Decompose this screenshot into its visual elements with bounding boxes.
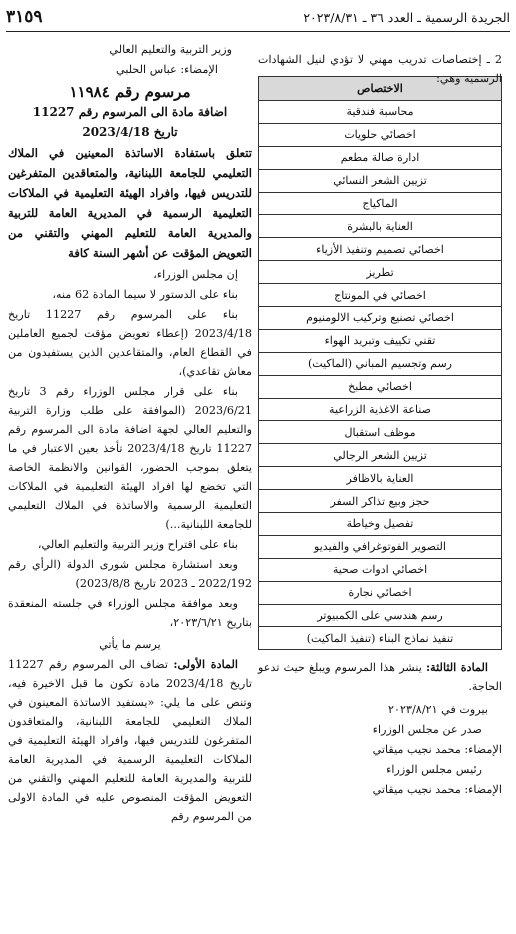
left-column: [8, 40, 252, 827]
sig1-title: صدر عن مجلس الوزراء: [372, 723, 482, 737]
table-row: [259, 604, 502, 627]
table-row: [259, 146, 502, 169]
minister-title: وزير التربية والتعليم العالي: [109, 43, 232, 56]
table-row: [259, 444, 502, 467]
article-1: [8, 655, 252, 826]
specialty-cell: تفصيل وخياطة: [259, 513, 502, 536]
specialty-cell: اخصائي نجارة: [259, 581, 502, 604]
specialty-cell: اخصائي تصميم وتنفيذ الأزياء: [259, 238, 502, 261]
table-header: الاختصاص: [259, 77, 502, 101]
specialty-cell: العناية بالبشرة: [259, 215, 502, 238]
table-row: [259, 352, 502, 375]
minister-sign: الإمضاء: عباس الحلبي: [116, 63, 218, 76]
specialty-cell: محاسبة فندقية: [259, 101, 502, 124]
table-row: [259, 329, 502, 352]
specialty-cell: اخصائي تصنيع وتركيب الالومنيوم: [259, 307, 502, 330]
table-row: [259, 261, 502, 284]
page-number: ٣١٥٩: [6, 7, 43, 27]
decree-topic: تتعلق باستفادة الاساتذة المعينين في الملاك التعليمي للجامعة اللبنانية، والمتعاقدين المتفرغين للتدريس فيها، وافراد الهيئة التعليمية في الملاكات التعليمية الرسمية في المديرية العامة للتربية والمديرية العامة للتعليم المهني والتقني من التعويض المؤقت عن أشهر السنة كافة: [8, 146, 252, 260]
specialty-cell: صناعة الاغذية الزراعية: [259, 398, 502, 421]
table-row: [259, 513, 502, 536]
closing-section: [258, 658, 502, 799]
article-3-text: ينشر هذا المرسوم ويبلغ حيث تدعو الحاجة.: [258, 661, 502, 694]
decree-number: مرسوم رقم ١١٩٨٤: [69, 83, 191, 101]
table-row: [259, 284, 502, 307]
specialty-cell: تزيين الشعر النسائي: [259, 169, 502, 192]
specialty-cell: ادارة صالة مطعم: [259, 146, 502, 169]
specialties-body: [259, 101, 502, 650]
sig2-name: الإمضاء: محمد نجيب ميقاتي: [372, 783, 502, 797]
table-row: [259, 123, 502, 146]
specialty-cell: العناية بالاظافر: [259, 467, 502, 490]
specialty-cell: تطريز: [259, 261, 502, 284]
article-3: [258, 658, 502, 696]
table-row: [259, 101, 502, 124]
table-row: [259, 307, 502, 330]
specialty-cell: الماكياج: [259, 192, 502, 215]
specialty-cell: تزيين الشعر الرجالي: [259, 444, 502, 467]
specialty-cell: اخصائي مطبخ: [259, 375, 502, 398]
specialty-cell: رسم هندسي على الكمبيوتر: [259, 604, 502, 627]
preamble-7: وبعد موافقة مجلس الوزراء في جلسته المنعقدة بتاريخ ٢٠٢٣/٦/٢١،: [8, 597, 252, 629]
article-1-label: المادة الأولى:: [173, 657, 238, 671]
table-row: [259, 238, 502, 261]
table-row: [259, 375, 502, 398]
article-3-label: المادة الثالثة:: [426, 660, 488, 675]
preamble-1: إن مجلس الوزراء،: [153, 268, 238, 281]
specialty-cell: موظف استقبال: [259, 421, 502, 444]
preamble-3: بناء على المرسوم رقم 11227 تاريخ 2023/4/18 (إعطاء تعويض مؤقت لجميع العاملين في القطاع العام، والمتقاعدين الذين يستفيدون من معاش تقاعدي)،: [8, 308, 252, 378]
specialties-intro: 2 ـ إختصاصات تدريب مهني لا تؤدي لنيل الشهادات الرسمية وهي:: [258, 53, 502, 85]
preamble-5: بناء على اقتراح وزير التربية والتعليم العالي،: [37, 538, 238, 551]
specialty-cell: اخصائي ادوات صحية: [259, 558, 502, 581]
table-row: [259, 581, 502, 604]
table-row: [259, 215, 502, 238]
preamble-2: بناء على الدستور لا سيما المادة 62 منه،: [52, 288, 238, 301]
table-row: [259, 421, 502, 444]
table-row: [259, 558, 502, 581]
preamble-4: بناء على قرار مجلس الوزراء رقم 3 تاريخ 2023/6/21 (الموافقة على طلب وزارة التربية والتعليم العالي لجهة اضافة مادة الى المرسوم رقم 11227 تاريخ 2023/4/18 تأخذ بعين الاعتبار في ما يتعلق بموجب الحضور، القوانين والانظمة الخاصة التي تخضع لها افراد الهيئة التعليمية في الملاكات التعليمية الرسمية والاساتذة في الملاك التعليمي للجامعة اللبنانية...): [8, 385, 253, 531]
table-row: [259, 398, 502, 421]
preamble-6: وبعد استشارة مجلس شورى الدولة (الرأي رقم 2022/192 ـ 2023 تاريخ 2023/8/8): [8, 558, 252, 590]
table-row: [259, 627, 502, 650]
decrees-line: يرسم ما يأتي: [99, 638, 161, 651]
table-row: [259, 192, 502, 215]
table-row: [259, 490, 502, 513]
table-row: [259, 535, 502, 558]
sig1-name: الإمضاء: محمد نجيب ميقاتي: [372, 743, 502, 757]
table-row: [259, 467, 502, 490]
sig2-title: رئيس مجلس الوزراء: [386, 763, 482, 777]
specialties-table: [258, 76, 502, 650]
specialty-cell: اخصائي حلويات: [259, 123, 502, 146]
table-row: [259, 169, 502, 192]
article-1-text: تضاف الى المرسوم رقم 11227 تاريخ 2023/4/18 مادة تكون ما قبل الاخيرة فيه، وتنص على ما يلي: «يستفيد الاساتذة المعينون في الملاك التعليمي للجامعة اللبنانية، والمتعاقدون المتفرغون للتدريس فيها، وافراد الهيئة التعليمية في الملاكات التعليمية الرسمية في المديرية العامة للتربية والمديرية العامة للتعليم المهني والتقني من التعويض المؤقت المنصوص عليه في المادة الاولى من المرسوم رقم: [8, 658, 252, 823]
right-column: [258, 40, 502, 800]
specialty-cell: اخصائي في المونتاج: [259, 284, 502, 307]
specialty-cell: رسم وتجسيم المباني (الماكيت): [259, 352, 502, 375]
decree-subtitle-2: تاريخ 2023/4/18: [82, 125, 178, 139]
specialty-cell: حجز وبيع تذاكر السفر: [259, 490, 502, 513]
page-header: [6, 6, 510, 32]
date-line: بيروت في ٢٠٢٣/٨/٢١: [388, 703, 488, 717]
specialty-cell: تقني تكييف وتبريد الهواء: [259, 329, 502, 352]
specialty-cell: التصوير الفوتوغرافي والفيديو: [259, 535, 502, 558]
decree-subtitle-1: اضافة مادة الى المرسوم رقم 11227: [32, 105, 228, 119]
gazette-title: الجريدة الرسمية ـ العدد ٣٦ ـ ٢٠٢٣/٨/٣١: [303, 9, 510, 25]
specialty-cell: تنفيذ نماذج البناء (تنفيذ الماكيت): [259, 627, 502, 650]
